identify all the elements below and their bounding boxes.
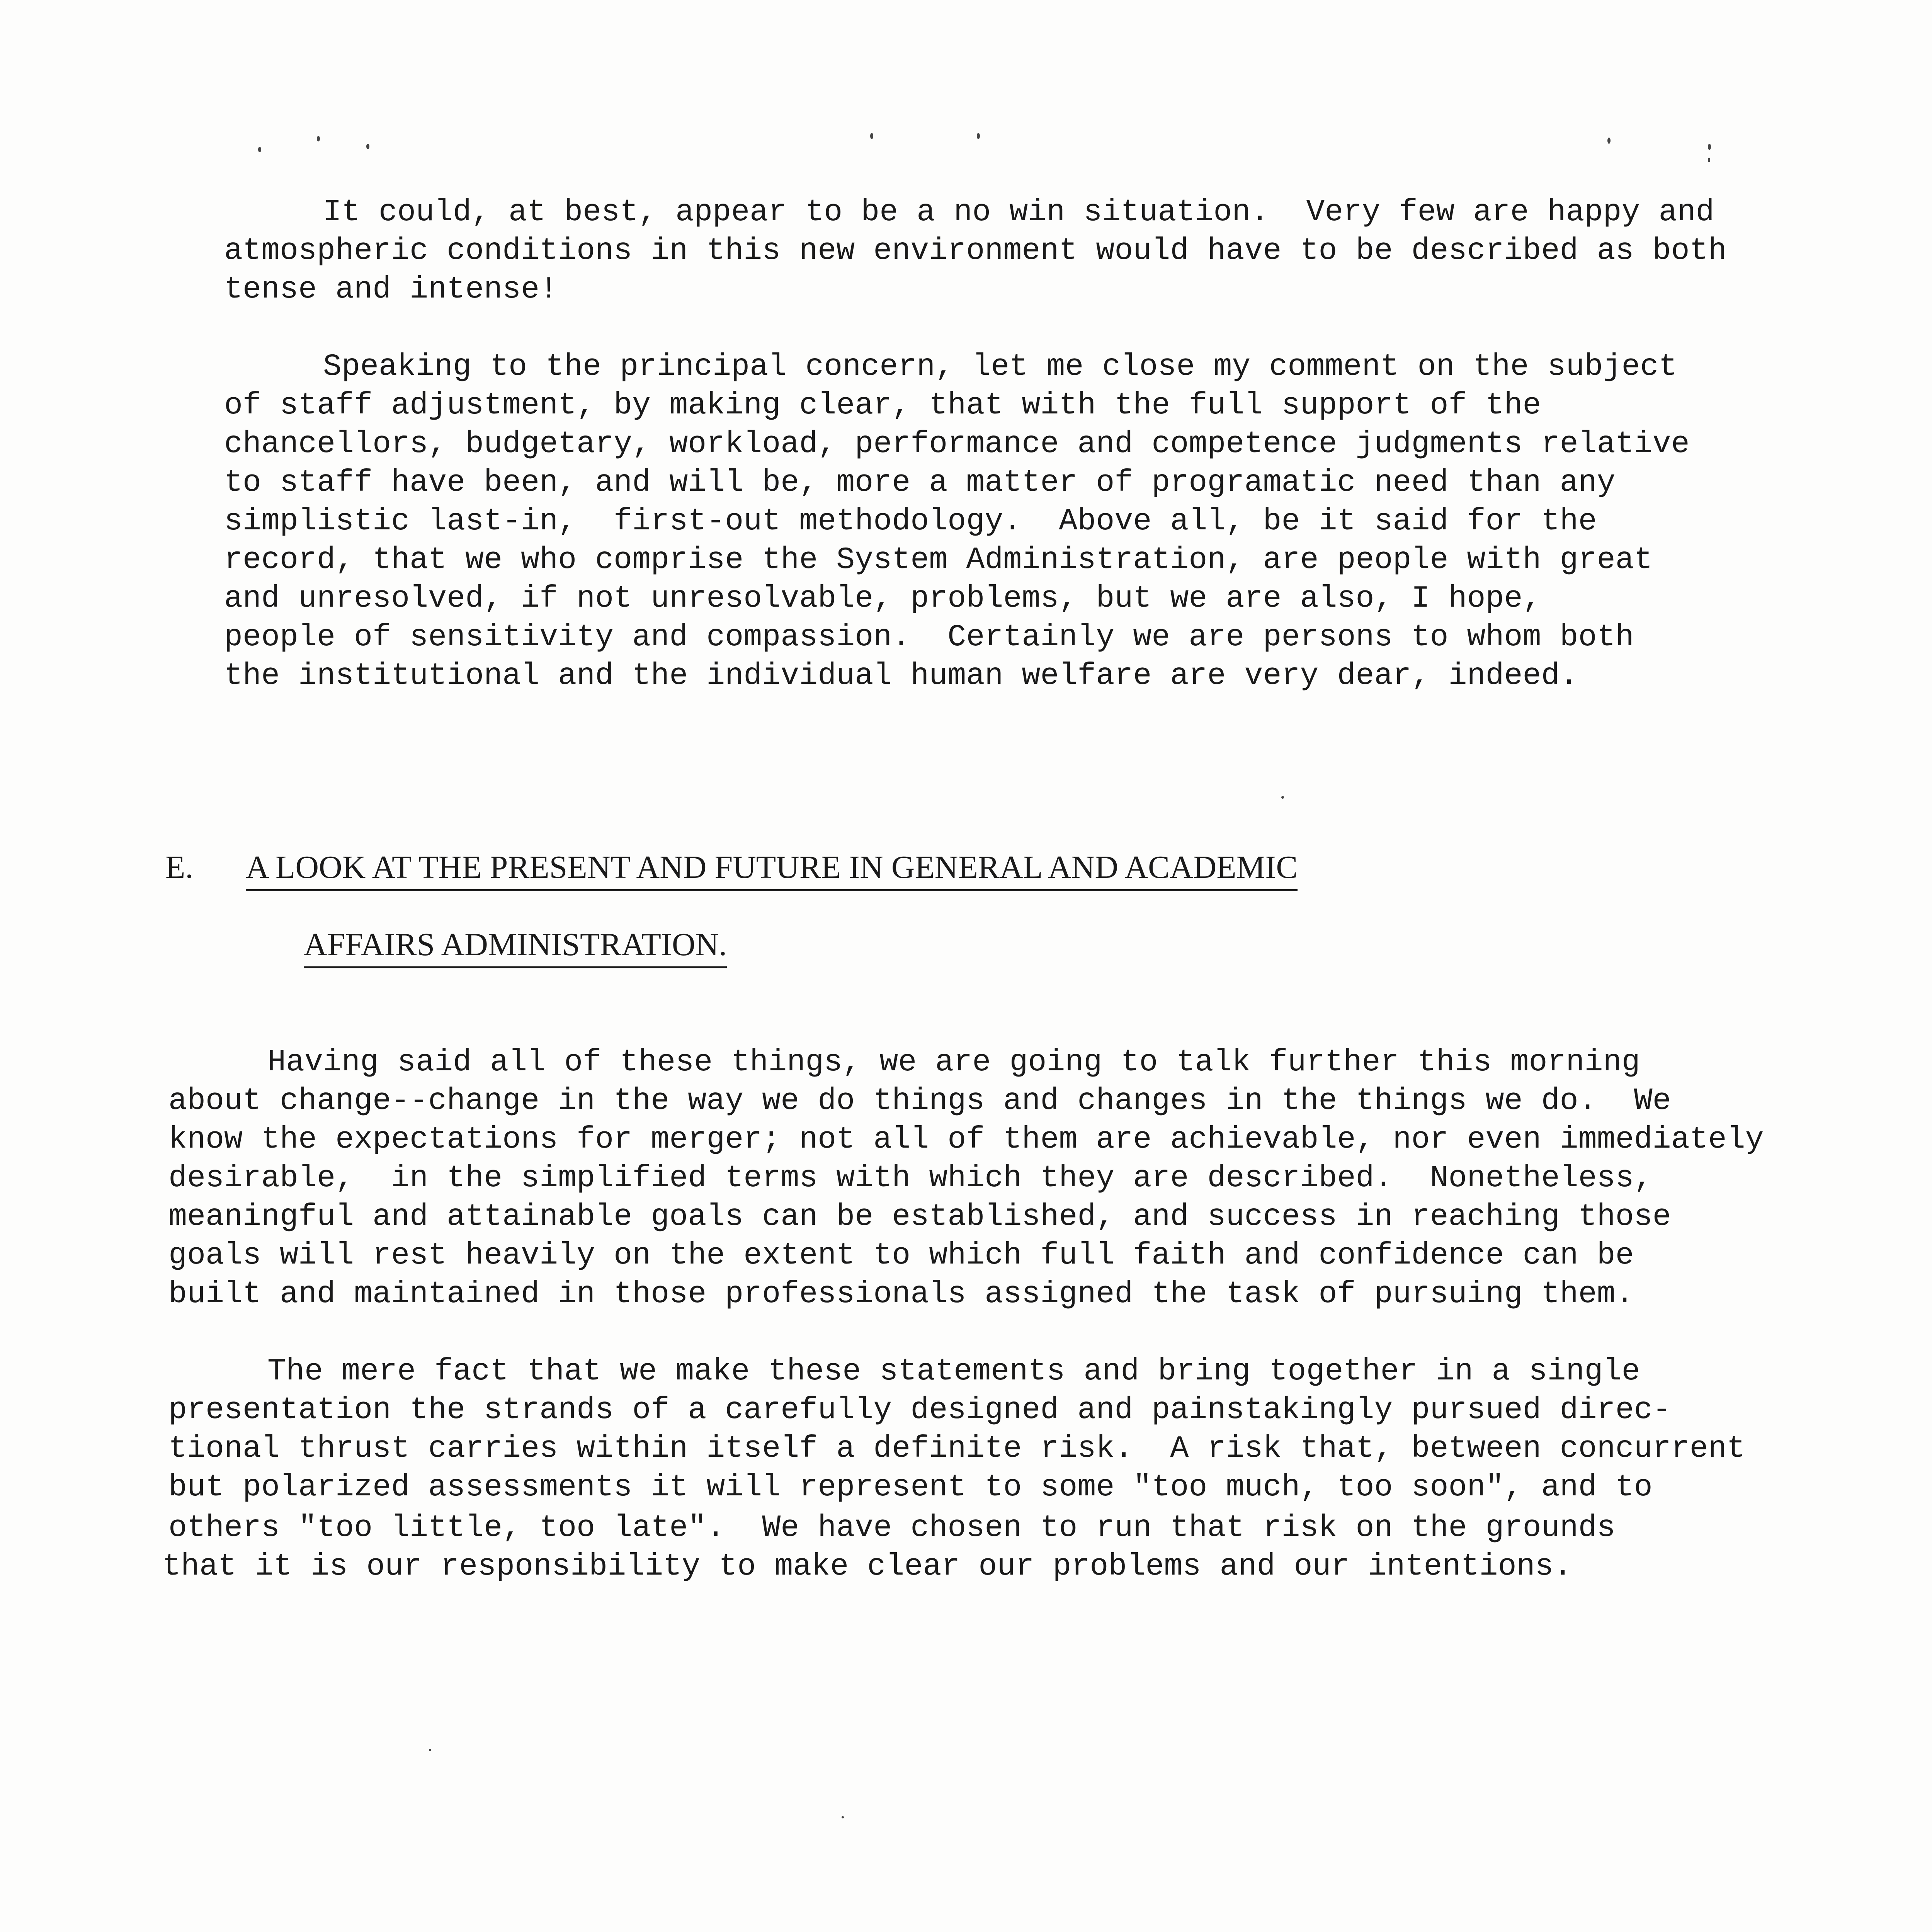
paragraph-line: and unresolved, if not unresolvable, problems, but we are also, I hope, <box>224 581 1541 616</box>
paragraph-line: but polarized assessments it will represent to some "too much, too soon", and to <box>168 1470 1653 1505</box>
section-title-line-2: AFFAIRS ADMINISTRATION. <box>304 925 727 968</box>
section-number: E. <box>165 849 194 885</box>
paragraph-line: record, that we who comprise the System Administration, are people with great <box>224 543 1653 578</box>
scan-speck <box>258 147 261 152</box>
paragraph-line: know the expectations for merger; not all of them are achievable, nor even immediately <box>168 1122 1764 1157</box>
paragraph-line: tional thrust carries within itself a definite risk. A risk that, between concurrent <box>168 1431 1745 1466</box>
paragraph-line: tense and intense! <box>224 272 558 307</box>
scan-speck <box>1281 796 1284 799</box>
paragraph-line: atmospheric conditions in this new environment would have to be described as both <box>224 233 1727 269</box>
section-title-line-1: A LOOK AT THE PRESENT AND FUTURE IN GENERAL AND ACADEMIC <box>246 848 1298 891</box>
paragraph-line: desirable, in the simplified terms with which they are described. Nonetheless, <box>168 1161 1653 1196</box>
scan-speck <box>1708 144 1711 150</box>
paragraph-line: others "too little, too late". We have chosen to run that risk on the grounds <box>168 1510 1616 1546</box>
scan-speck <box>317 136 320 141</box>
paragraph-line: built and maintained in those professionals assigned the task of pursuing them. <box>168 1277 1634 1312</box>
paragraph-line: meaningful and attainable goals can be established, and success in reaching those <box>168 1199 1671 1235</box>
paragraph-line: goals will rest heavily on the extent to which full faith and confidence can be <box>168 1238 1634 1273</box>
paragraph-line: Speaking to the principal concern, let me close my comment on the subject <box>323 349 1677 384</box>
paragraph-line: chancellors, budgetary, workload, performance and competence judgments relative <box>224 427 1690 462</box>
paragraph-line: of staff adjustment, by making clear, that with the full support of the <box>224 388 1541 423</box>
scan-speck <box>1607 138 1611 144</box>
paragraph-line: presentation the strands of a carefully designed and painstakingly pursued direc- <box>168 1393 1671 1428</box>
scan-speck <box>842 1816 844 1818</box>
paragraph-line: about change--change in the way we do things and changes in the things we do. We <box>168 1083 1671 1119</box>
paragraph-line: the institutional and the individual human welfare are very dear, indeed. <box>224 658 1578 694</box>
paragraph-line: simplistic last-in, first-out methodology. Above all, be it said for the <box>224 504 1597 539</box>
scan-speck <box>977 133 980 139</box>
paragraph-line: It could, at best, appear to be a no win situation. Very few are happy and <box>323 195 1714 230</box>
scan-speck <box>366 144 369 149</box>
paragraph-line: The mere fact that we make these statements and bring together in a single <box>267 1354 1640 1389</box>
paragraph-line: to staff have been, and will be, more a matter of programatic need than any <box>224 465 1616 500</box>
scan-speck <box>870 133 873 139</box>
paragraph-line: Having said all of these things, we are going to talk further this morning <box>267 1045 1640 1080</box>
paragraph-line: that it is our responsibility to make clear our problems and our intentions. <box>162 1549 1572 1584</box>
scan-speck <box>1708 158 1710 162</box>
paragraph-line: people of sensitivity and compassion. Certainly we are persons to whom both <box>224 620 1634 655</box>
scan-speck <box>429 1749 431 1751</box>
